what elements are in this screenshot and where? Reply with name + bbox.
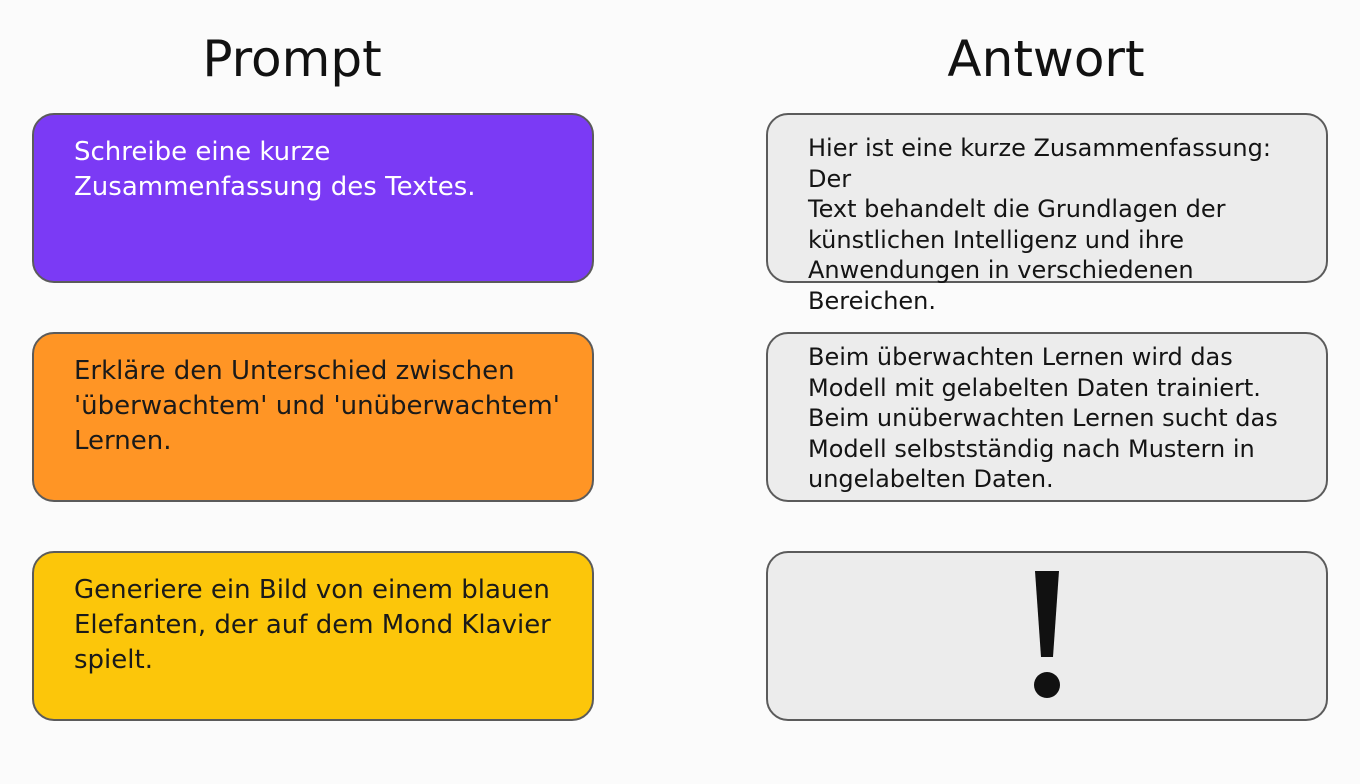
- answer-box-summary: [766, 113, 1328, 315]
- prompt-text: Erkläre den Unterschied zwischen 'überwachtem' und 'unüberwachtem' Lernen.: [74, 356, 560, 456]
- prompt-box-image-request: [32, 551, 594, 721]
- prompt-text: Generiere ein Bild von einem blauen Elefanten, der auf dem Mond Klavier spielt.: [74, 575, 551, 675]
- prompt-column-title: Prompt: [202, 30, 382, 88]
- answer-text: Beim überwachten Lernen wird das Modell mit gelabelten Daten trainiert. Beim unüberwachten Lernen sucht das Modell selbstständig nach Mustern in ungelabelten Daten.: [808, 343, 1278, 493]
- answer-box-explanation: [766, 332, 1328, 502]
- prompt-box-explanation: [32, 332, 594, 502]
- prompt-box-summary: [32, 113, 594, 283]
- answer-column-title: Antwort: [947, 30, 1145, 88]
- prompt-text: Schreibe eine kurze Zusammenfassung des Textes.: [74, 137, 476, 202]
- answer-box-error: [766, 551, 1328, 721]
- answer-text: Hier ist eine kurze Zusammenfassung: Der Text behandelt die Grundlagen der künstlichen Intelligenz und ihre Anwendungen in verschiedenen Bereichen.: [808, 134, 1271, 315]
- exclamation-mark-icon: [1027, 571, 1067, 701]
